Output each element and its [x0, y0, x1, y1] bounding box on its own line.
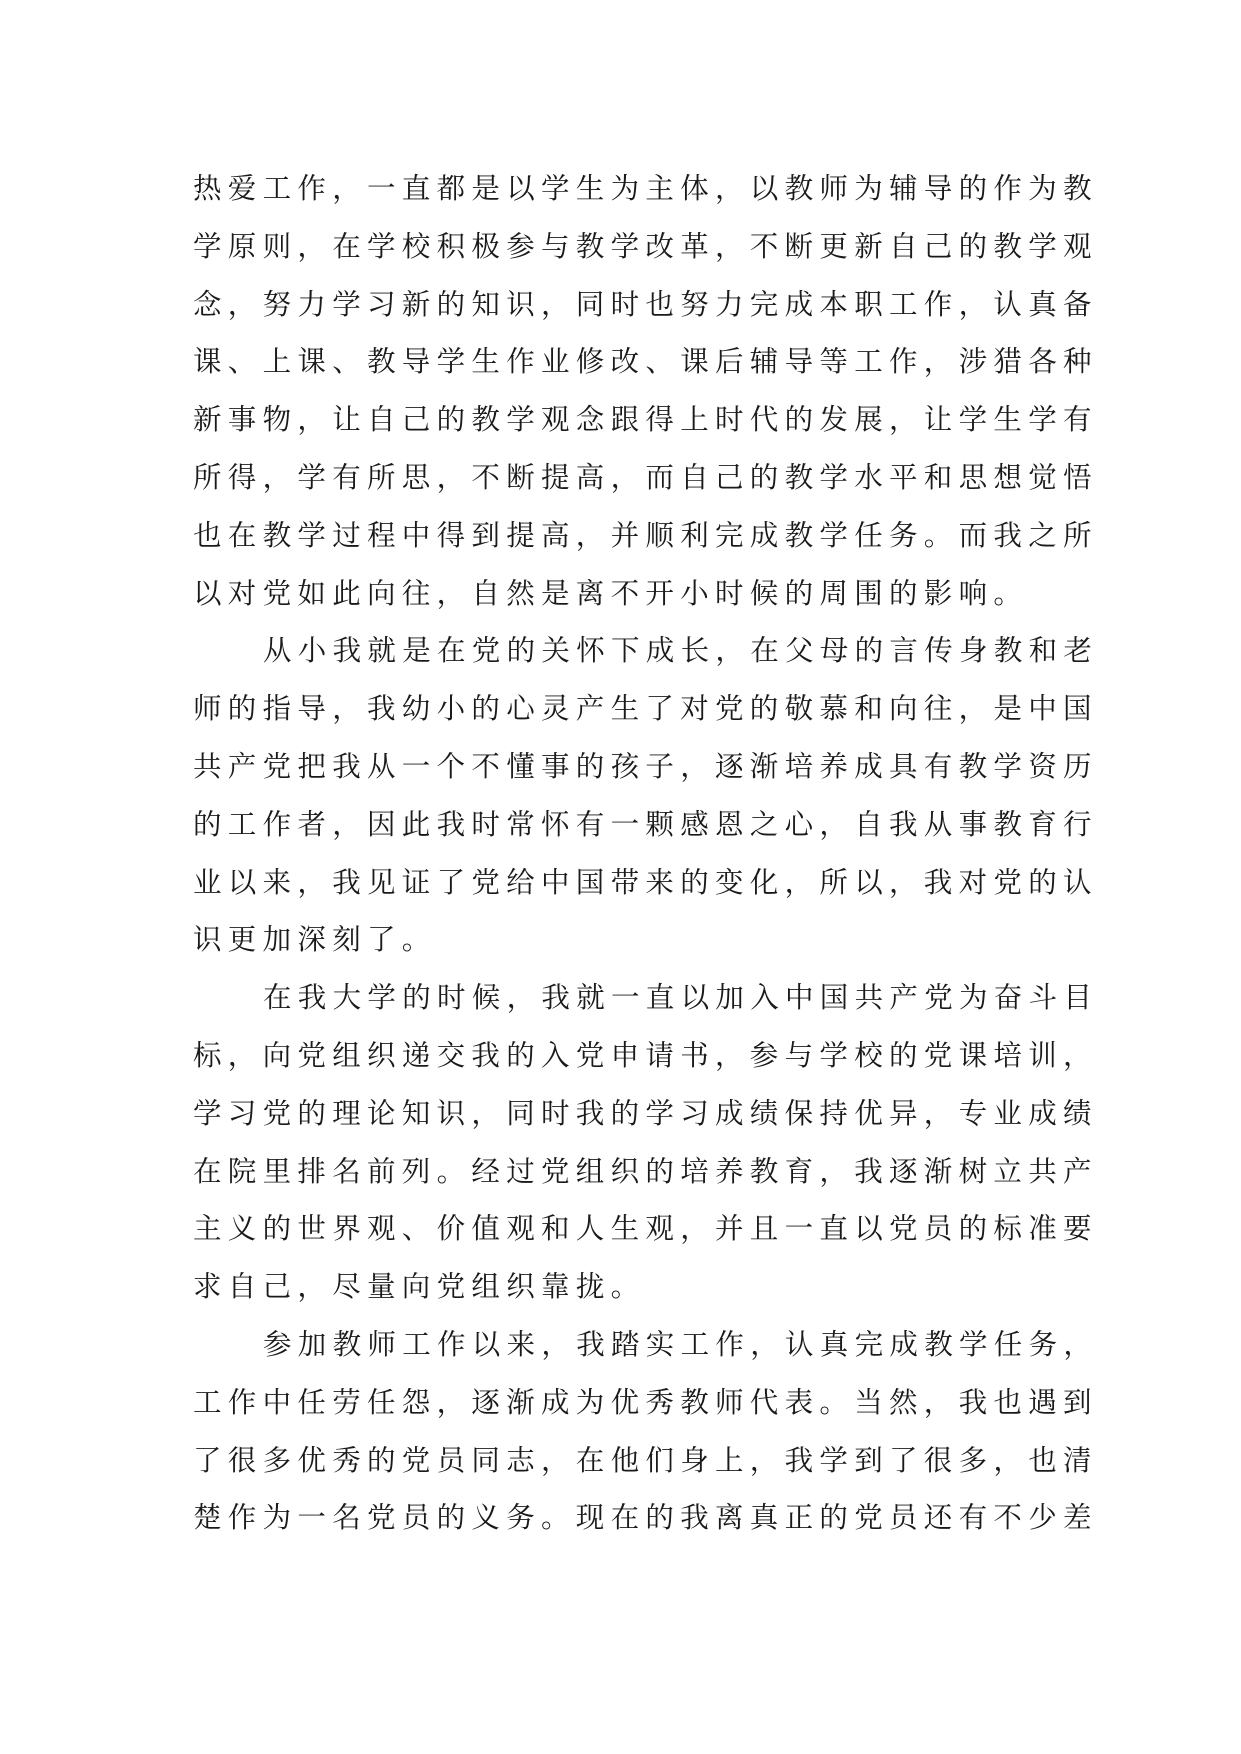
text-line: 工作中任劳任怨，逐渐成为优秀教师代表。当然，我也遇到: [193, 1385, 1098, 1419]
document-page: [193, 160, 1099, 1547]
text-line: 楚作为一名党员的义务。现在的我离真正的党员还有不少差: [193, 1501, 1098, 1535]
paragraph-1: [193, 160, 1098, 622]
text-line-indented: 在我大学的时候，我就一直以加入中国共产党为奋斗目: [263, 981, 1099, 1015]
text-line: 所得，学有所思，不断提高，而自己的教学水平和思想觉悟: [193, 460, 1098, 494]
text-line: 主义的世界观、价值观和人生观，并且一直以党员的标准要: [193, 1212, 1098, 1246]
text-line: 识更加深刻了。: [193, 923, 437, 957]
text-line: 课、上课、教导学生作业修改、课后辅导等工作，涉猎各种: [193, 345, 1098, 379]
text-line: 在院里排名前列。经过党组织的培养教育，我逐渐树立共产: [193, 1154, 1098, 1188]
text-line: 的工作者，因此我时常怀有一颗感恩之心，自我从事教育行: [193, 807, 1098, 841]
text-line: 也在教学过程中得到提高，并顺利完成教学任务。而我之所: [193, 518, 1098, 552]
paragraph-2: [193, 622, 1099, 969]
text-line: 标，向党组织递交我的入党申请书，参与学校的党课培训，: [193, 1038, 1098, 1072]
text-line: 共产党把我从一个不懂事的孩子，逐渐培养成具有教学资历: [193, 749, 1098, 783]
paragraph-4: [193, 1316, 1099, 1547]
text-line: 念，努力学习新的知识，同时也努力完成本职工作，认真备: [193, 287, 1098, 321]
text-line: 学习党的理论知识，同时我的学习成绩保持优异，专业成绩: [193, 1096, 1098, 1130]
paragraph-3: [193, 969, 1099, 1316]
text-line: 热爱工作，一直都是以学生为主体，以教师为辅导的作为教: [193, 172, 1098, 205]
text-line: 新事物，让自己的教学观念跟得上时代的发展，让学生学有: [193, 403, 1098, 437]
text-line: 以对党如此向往，自然是离不开小时候的周围的影响。: [193, 576, 1029, 610]
text-line: 师的指导，我幼小的心灵产生了对党的敬慕和向往，是中国: [193, 692, 1098, 726]
text-line: 求自己，尽量向党组织靠拢。: [193, 1270, 646, 1304]
text-line: 学原则，在学校积极参与教学改革，不断更新自己的教学观: [193, 229, 1098, 263]
text-line-indented: 参加教师工作以来，我踏实工作，认真完成教学任务，: [263, 1327, 1099, 1361]
text-line: 业以来，我见证了党给中国带来的变化，所以，我对党的认: [193, 865, 1098, 899]
text-line: 了很多优秀的党员同志，在他们身上，我学到了很多，也清: [193, 1443, 1098, 1477]
text-line-indented: 从小我就是在党的关怀下成长，在父母的言传身教和老: [263, 634, 1099, 668]
